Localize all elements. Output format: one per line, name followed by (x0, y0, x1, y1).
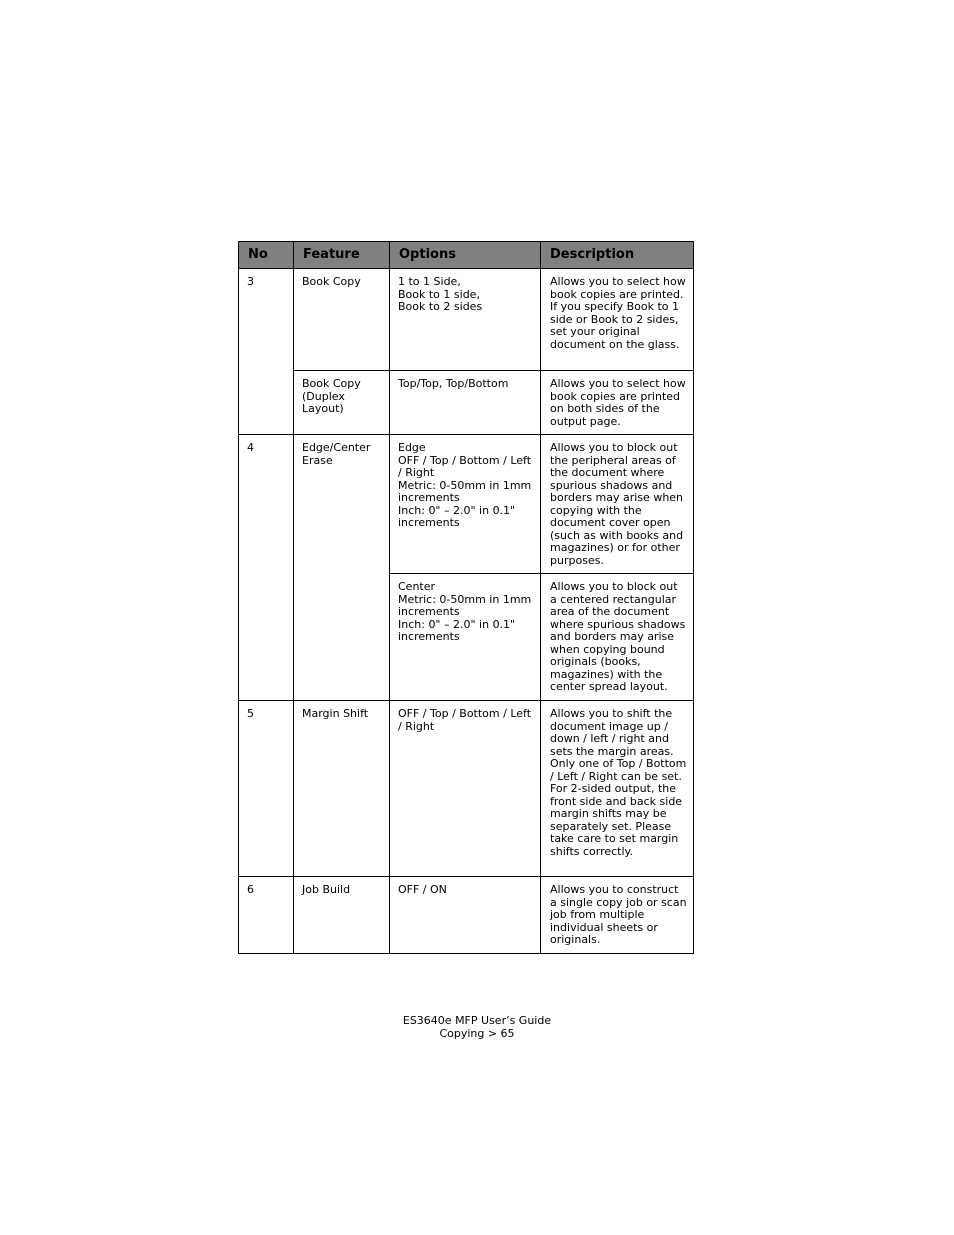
options-cell: Top/Top, Top/Bottom (390, 371, 541, 435)
feature-cell: Edge/Center Erase (294, 435, 390, 701)
table-row (239, 877, 694, 954)
footer-page: Copying > 65 (439, 1027, 515, 1040)
header-options: Options (390, 242, 541, 269)
header-feature: Feature (294, 242, 390, 269)
row-number: 3 (239, 269, 294, 435)
options-cell: Center Metric: 0-50mm in 1mm increments Inch: 0" – 2.0" in 0.1" increments (390, 574, 541, 701)
header-description: Description (541, 242, 694, 269)
description-cell: Allows you to shift the document image up / down / left / right and sets the margin areas. Only one of Top / Bottom / Left / Right can be set. For 2-sided output, the front side and back side margin shifts may be separately set. Please take care to set margin shifts correctly. (541, 701, 694, 877)
options-cell: Edge OFF / Top / Bottom / Left / Right Metric: 0-50mm in 1mm increments Inch: 0" – 2.0" in 0.1" increments (390, 435, 541, 574)
options-cell: OFF / ON (390, 877, 541, 954)
table-row (239, 371, 694, 435)
row-number: 4 (239, 435, 294, 701)
table-row (239, 701, 694, 877)
options-cell: 1 to 1 Side, Book to 1 side, Book to 2 sides (390, 269, 541, 371)
header-no: No (239, 242, 294, 269)
description-cell: Allows you to select how book copies are printed on both sides of the output page. (541, 371, 694, 435)
feature-cell: Margin Shift (294, 701, 390, 877)
table-row (239, 435, 694, 574)
row-number: 6 (239, 877, 294, 954)
row-number: 5 (239, 701, 294, 877)
description-cell: Allows you to block out a centered rectangular area of the document where spurious shadows and borders may arise when copying bound originals (books, magazines) with the center spread layout. (541, 574, 694, 701)
options-cell: OFF / Top / Bottom / Left / Right (390, 701, 541, 877)
feature-cell: Job Build (294, 877, 390, 954)
feature-table (238, 241, 694, 954)
description-cell: Allows you to select how book copies are printed. If you specify Book to 1 side or Book to 2 sides, set your original document on the glass. (541, 269, 694, 371)
table-row (239, 269, 694, 371)
footer-title: ES3640e MFP User’s Guide (402, 1014, 552, 1027)
description-cell: Allows you to block out the peripheral areas of the document where spurious shadows and borders may arise when copying with the document cover open (such as with books and magazines) or for other purposes. (541, 435, 694, 574)
table-header-row (239, 242, 694, 269)
description-cell: Allows you to construct a single copy job or scan job from multiple individual sheets or originals. (541, 877, 694, 954)
feature-cell: Book Copy (294, 269, 390, 371)
feature-cell: Book Copy (Duplex Layout) (294, 371, 390, 435)
